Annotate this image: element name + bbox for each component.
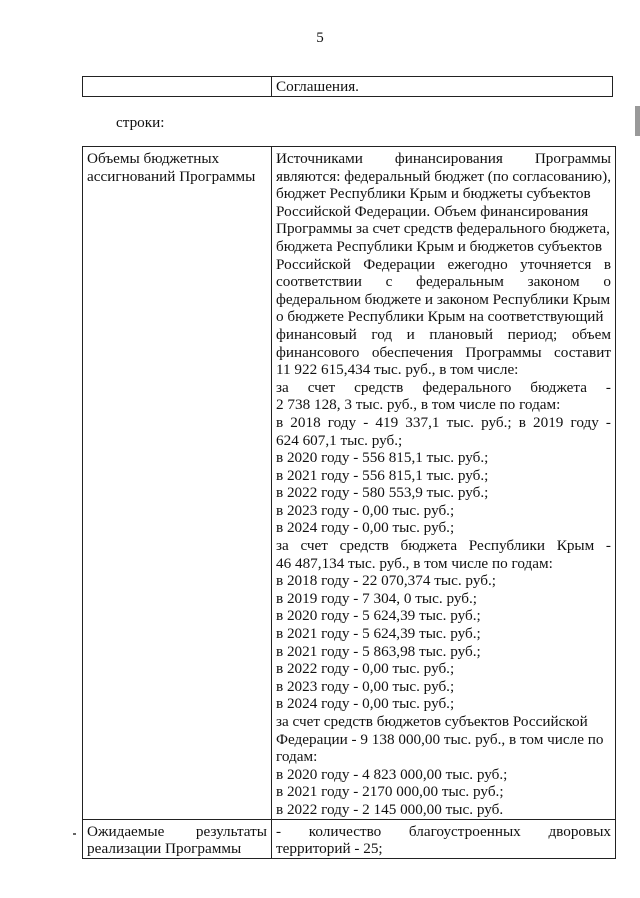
content-line: в 2021 году - 2170 000,00 тыс. руб.; <box>276 783 504 801</box>
label-line: ассигнований Программы <box>87 167 256 185</box>
content-line: 46 487,134 тыс. руб., в том числе по годам: <box>276 554 553 572</box>
table-row <box>83 77 613 97</box>
content-line: бюджета Республики Крым и бюджетов субъектов <box>276 237 602 255</box>
table-cell-right: Соглашения. <box>272 77 613 97</box>
header-table <box>82 76 613 97</box>
caption-text: строки: <box>116 114 165 131</box>
content-line: за счет средств бюджетов субъектов Российской <box>276 713 588 730</box>
content-line: в 2023 году - 0,00 тыс. руб.; <box>276 677 455 695</box>
results-label-cell <box>83 819 272 858</box>
content-line: 11 922 615,434 тыс. руб., в том числе: <box>276 361 519 379</box>
content-line: в 2020 году - 556 815,1 тыс. руб.; <box>276 449 489 467</box>
label-line: Объемы бюджетных <box>87 150 220 167</box>
content-line: в 2024 году - 0,00 тыс. руб.; <box>276 519 455 537</box>
content-line: годам: <box>276 748 318 766</box>
content-line: в 2022 году - 2 145 000,00 тыс. руб. <box>276 800 504 818</box>
content-line: соответствии с федеральным законом о <box>276 273 611 291</box>
content-line: 624 607,1 тыс. руб.; <box>276 431 403 449</box>
content-line: в 2021 году - 556 815,1 тыс. руб.; <box>276 466 489 484</box>
budget-content-cell <box>272 147 616 820</box>
program-table <box>82 146 616 859</box>
content-line: в 2019 году - 7 304, 0 тыс. руб.; <box>276 589 477 607</box>
content-line: бюджет Республики Крым и бюджеты субъектов <box>276 185 591 203</box>
table-row-budget <box>83 147 616 820</box>
content-line: финансовый год и плановый период; объем <box>276 325 611 343</box>
results-content-cell <box>272 819 616 858</box>
content-line: являются: федеральный бюджет (по согласованию), <box>276 167 611 185</box>
content-line: федеральном бюджете и законом Республики Крым <box>276 290 611 308</box>
content-line: - количество благоустроенных дворовых <box>276 822 611 840</box>
content-line: в 2018 году - 419 337,1 тыс. руб.; в 2019 году - <box>276 413 611 431</box>
table-cell-left <box>83 77 272 97</box>
results-content <box>276 823 611 858</box>
scan-edge-mark <box>635 106 640 136</box>
label-line: реализации Программы <box>87 840 242 858</box>
table-row-results <box>83 819 616 858</box>
budget-label-cell <box>83 147 272 820</box>
content-line: в 2018 году - 22 070,374 тыс. руб.; <box>276 572 496 590</box>
content-line: 2 738 128, 3 тыс. руб., в том числе по годам: <box>276 396 561 414</box>
content-line: Российской Федерации ежегодно уточняется в <box>276 255 611 273</box>
content-line: в 2022 году - 580 553,9 тыс. руб.; <box>276 484 489 502</box>
content-line: за счет средств федерального бюджета - <box>276 378 611 396</box>
content-line: Источниками финансирования Программы <box>276 150 611 167</box>
results-label <box>87 823 267 858</box>
content-line: Программы за счет средств федерального бюджета, <box>276 220 610 238</box>
content-line: в 2021 году - 5 624,39 тыс. руб.; <box>276 625 481 643</box>
page-number: 5 <box>316 30 324 46</box>
budget-content <box>276 150 611 819</box>
content-line: в 2024 году - 0,00 тыс. руб.; <box>276 695 455 713</box>
content-line: Российской Федерации. Объем финансирования <box>276 202 589 220</box>
content-line: в 2021 году - 5 863,98 тыс. руб.; <box>276 642 481 660</box>
scan-dot <box>73 833 76 835</box>
content-line: в 2022 году - 0,00 тыс. руб.; <box>276 660 455 678</box>
content-line: в 2020 году - 4 823 000,00 тыс. руб.; <box>276 765 508 783</box>
content-line: финансового обеспечения Программы составит <box>276 343 611 361</box>
content-line: Федерации - 9 138 000,00 тыс. руб., в том числе по <box>276 730 604 748</box>
content-line: в 2023 году - 0,00 тыс. руб.; <box>276 501 455 519</box>
content-line: за счет средств бюджета Республики Крым - <box>276 537 611 555</box>
budget-label <box>87 150 267 185</box>
label-line: Ожидаемые результаты <box>87 822 267 840</box>
content-line: о бюджете Республики Крым на соответствующий <box>276 308 604 326</box>
content-line: территорий - 25; <box>276 840 383 858</box>
content-line: в 2020 году - 5 624,39 тыс. руб.; <box>276 607 481 625</box>
